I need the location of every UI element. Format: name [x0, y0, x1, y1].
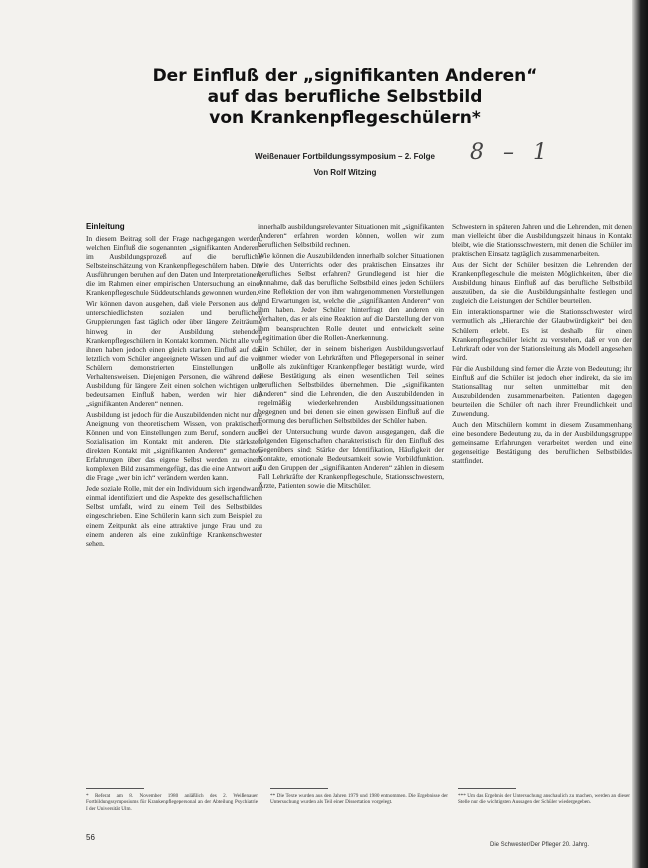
paragraph: Ein interaktionspartner wie die Stationsschwester wird vermutlich als „Hierarchie der Glaubwürdigkeit“ bei den Schülern erlebt. Es ist deshalb für einen Krankenpflegeschüler leicht zu verstehen, daß er von der Lehrkraft oder von der Stationsleitung als Modell angesehen wird.	[452, 307, 632, 362]
paragraph: In diesem Beitrag soll der Frage nachgegangen werden, welchen Einfluß die sogenannten „signifikanten Anderen“ im Ausbildungsprozeß auf die berufliche Selbsteinschätzung von Krankenpflegeschülern haben. Die Ausführungen beruhen auf den Daten und Interpretationen, die im Rahmen einer empirischen Untersuchung an einer Krankenpflegeschule Süddeutschlands gewonnen wurden.	[86, 234, 262, 298]
paragraph: Aus der Sicht der Schüler besitzen die Lehrenden der Krankenpflegeschule die meisten Möglichkeiten, über die Ausbildung hinaus Einfluß auf das berufliche Selbstbild auszuüben, da sie die Ausbildungsinhalte festlegen und zugleich die Leistungen der Schüler beurteilen.	[452, 260, 632, 306]
journal-reference: Die Schwester/Der Pfleger 20. Jahrg.	[490, 842, 590, 848]
footnote-2: ** Die Texte wurden aus den Jahren 1979 und 1980 entnommen. Die Ergebnisse der Untersuchung wurden als Teil einer Dissertation vorgelegt.	[270, 793, 448, 806]
paragraph: innerhalb ausbildungsrelevanter Situationen mit „signifikanten Anderen“ erfahren worden können, wollen wir zum beruflichen Selbstbild rechnen.	[258, 222, 444, 250]
paragraph: Jede soziale Rolle, mit der ein Individuum sich irgendwann einmal identifiziert und die Aspekte des gesellschaftlichen Selbst umfaßt, wird zu einem Teil des Selbstbildes eingeschrieben. Eine Schülerin kann sich zum Beispiel zu einem Zeitpunkt als eine attraktive junge Frau und zu einem anderen als eine zukünftige Krankenschwester sehen.	[86, 484, 262, 548]
article-title	[110, 66, 580, 129]
footnote-1: * Referat am 8. November 1980 anläßlich des 2. Weißenauer Fortbildungssymposiums für Krankenpflegepersonal an der Abteilung Psychiatrie I der Universität Ulm.	[86, 793, 258, 812]
footnote-3: *** Um das Ergebnis der Untersuchung anschaulich zu machen, werden an dieser Stelle nur die wichtigsten Aussagen der Schüler wiedergegeben.	[458, 793, 630, 806]
handwritten-note: 8 – 1	[470, 140, 553, 165]
author-line: Von Rolf Witzing	[313, 168, 377, 177]
page-number: 56	[86, 833, 95, 842]
column-2	[258, 222, 444, 778]
paragraph: Für die Ausbildung sind ferner die Ärzte von Bedeutung; ihr Einfluß auf die Schüler ist jedoch eher indirekt, da sie im Stationsalltag nur selten unmittelbar mit den Auszubildenden zusammenarbeiten. Patienten dagegen beurteilen die Schüler oft nach ihrer Freundlichkeit und Zuwendung.	[452, 363, 632, 418]
paragraph: Auch den Mitschülern kommt in diesem Zusammenhang eine besondere Bedeutung zu, da in der Ausbildungsgruppe gemeinsame Erfahrungen verarbeitet werden und eine gegenseitige Bestätigung des beruflichen Selbstbildes stattfindet.	[452, 419, 632, 466]
column-1	[86, 222, 262, 778]
title-line-3: von Krankenpflegeschülern*	[209, 108, 481, 128]
section-heading: Einleitung	[86, 222, 125, 231]
column-3	[452, 222, 632, 778]
title-line-2: auf das berufliche Selbstbild	[207, 87, 483, 107]
title-line-1: Der Einfluß der „signifikanten Anderen“	[152, 66, 538, 86]
series-subtitle: Weißenauer Fortbildungssymposium – 2. Folge	[255, 152, 435, 161]
paragraph: Wie können die Auszubildenden innerhalb solcher Situationen wie des Unterrichts oder des praktischen Einsatzes ihr berufliches Selbst erfahren? Grundlegend ist hier die Annahme, daß das berufliche Selbstbild eines jeden Schülers eine Reflektion der von ihm wahrgenommenen Vorstellungen und Erwartungen ist, welche die „signifikanten Anderen“ von ihm haben. Jeder Schüler hinterfragt den anderen ein Verhalten, das er als eine Reaktion auf die Darstellung der von ihm beanspruchten Rolle deutet und entwickelt seine Legitimation über die Rollen-Anerkennung.	[258, 251, 444, 342]
footnote-rule	[270, 788, 328, 789]
footnote-rule	[86, 788, 144, 789]
paragraph: Ein Schüler, der in seinem bisherigen Ausbildungsverlauf immer wieder von Lehrkräften und Pflegepersonal in seiner Rolle als zukünftiger Krankenpfleger bestätigt wurde, wird diese Bestätigung als einen wesentlichen Teil seines beruflichen Selbstbildes übernehmen. Die „signifikanten Anderen“ sind die Lehrenden, die den Auszubildenden in regelmäßig wiederkehrenden Ausbildungssituationen begegnen und bei denen sie einen gewissen Einfluß auf die Formung des beruflichen Selbstbildes der Schüler haben.	[258, 343, 444, 425]
footnote-rule	[458, 788, 516, 789]
page-edge-shadow	[632, 0, 648, 868]
paragraph: Schwestern in späteren Jahren und die Lehrenden, mit denen man vielleicht über die Ausbildungszeit hinaus in Kontakt bleibt, wie die Stationsschwestern, mit denen die Schüler im praktischen Einsatz tagtäglich zusammenarbeiten.	[452, 222, 632, 259]
paragraph: Wir können davon ausgehen, daß viele Personen aus den unterschiedlichsten sozialen und beruflichen Gruppierungen fast täglich oder über längere Zeiträume hinweg in der Ausbildung stehenden Krankenpflegeschülern in Kontakt kommen. Nicht alle von ihnen haben jedoch einen gleich starken Einfluß auf das letztlich vom Schüler angeeignete Wissen und auf die von Schülern demonstrierten Einstellungen und Verhaltensweisen. Diejenigen Personen, die während der Ausbildung für längere Zeit einen solchen wichtigen und bedeutsamen Einfluß haben, werden wir hier die „signifikanten Anderen“ nennen.	[86, 299, 262, 408]
paragraph: Bei der Untersuchung wurde davon ausgegangen, daß die folgenden Eigenschaften charakteristisch für den Einfluß des Gegenübers sind: Stärke der Identifikation, Häufigkeit der Kontakte, emotionale Bedeutsamkeit sowie Vorbildfunktion. Zu den Gruppen der „signifikanten Anderen“ zählen in diesem Fall Lehrkräfte der Krankenpflegeschule, Stationsschwestern, Ärzte, Patienten sowie die Mitschüler.	[258, 427, 444, 491]
paragraph: Ausbildung ist jedoch für die Auszubildenden nicht nur die Aneignung von theoretischem Wissen, von praktischem Können und von Einstellungen zum Beruf, sondern auch Sozialisation im Kontakt mit anderen. Die stärksten direkten Kontakt mit „signifikanten Anderen“ gemachten Erfahrungen über das eigene Selbst werden zu einem komplexen Bild zusammengefügt, das die eine Antwort auf die Frage „wer bin ich“ verändern werden kann.	[86, 409, 262, 483]
